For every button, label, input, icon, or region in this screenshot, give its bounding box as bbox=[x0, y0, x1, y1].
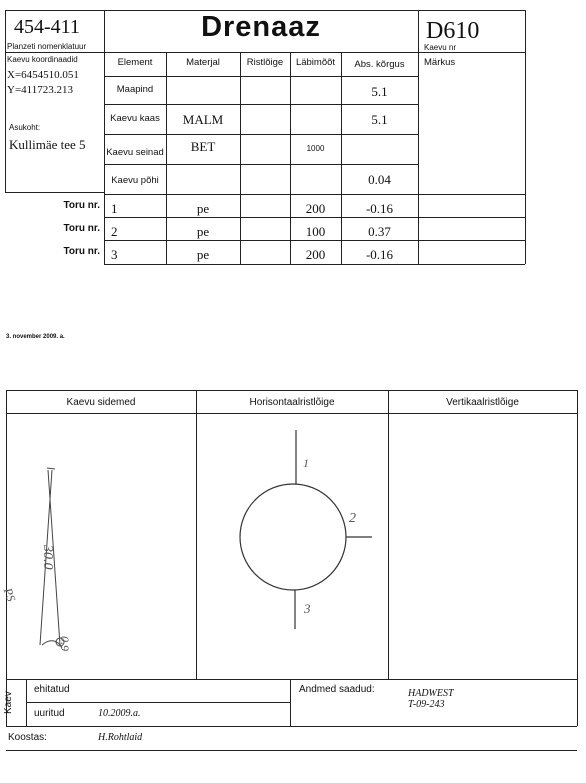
well-id-caption: Kaevu nr bbox=[424, 43, 457, 52]
pipe-nr-2: 3 bbox=[111, 247, 118, 262]
pipe-nr-1: 2 bbox=[111, 224, 118, 239]
built-label: ehitatud bbox=[34, 684, 70, 695]
row-material-1: MALM bbox=[182, 112, 224, 127]
pipe-diameter-1: 100 bbox=[305, 224, 326, 239]
distance-label-2: 0.9 bbox=[58, 636, 72, 651]
well-circle bbox=[240, 484, 346, 590]
pipe-2-label: 2 bbox=[349, 511, 356, 526]
row-height-0: 5.1 bbox=[371, 84, 388, 99]
sheet-number: 454-411 bbox=[14, 16, 80, 38]
pipe-material-0: pe bbox=[196, 201, 210, 216]
row-element-3: Kaevu põhi bbox=[111, 175, 159, 186]
footer-divider-mid bbox=[290, 679, 291, 726]
pipe-height-0: -0.16 bbox=[365, 201, 394, 216]
footer-divider-left bbox=[26, 679, 27, 726]
pipe-3-label: 3 bbox=[304, 601, 311, 616]
pipe-diameter-0: 200 bbox=[305, 201, 326, 216]
row-height-1: 5.1 bbox=[371, 112, 388, 127]
pipe-height-1: 0.37 bbox=[368, 224, 391, 239]
pipe-material-1: pe bbox=[196, 224, 210, 239]
row-element-0: Maapind bbox=[116, 84, 154, 95]
footer-mid-line bbox=[26, 702, 290, 703]
compiled-value: H.Rohtlaid bbox=[98, 732, 143, 743]
well-id: D610 bbox=[426, 18, 480, 44]
col-header-height: Abs. kõrgus bbox=[354, 59, 405, 70]
pipe-1-label: 1 bbox=[303, 456, 309, 470]
sketch-header-vertical: Vertikaalristlõige bbox=[446, 397, 519, 408]
location-label: Asukoht: bbox=[9, 123, 41, 132]
surveyed-value: 10.2009.a. bbox=[98, 708, 141, 719]
pipe-label-0: Toru nr. bbox=[63, 200, 100, 211]
surveyed-label: uuritud bbox=[34, 708, 65, 719]
pipe-material-2: pe bbox=[196, 247, 210, 262]
col-header-remarks: Märkus bbox=[424, 57, 456, 68]
side-label: PS bbox=[0, 586, 19, 604]
sketch-header-connections: Kaevu sidemed bbox=[66, 397, 136, 408]
data-from-label: Andmed saadud: bbox=[299, 684, 375, 695]
row-material-2: BET bbox=[190, 139, 216, 154]
compiled-label: Koostas: bbox=[8, 732, 47, 743]
pipe-nr-0: 1 bbox=[111, 201, 118, 216]
footer-top-line bbox=[6, 679, 577, 680]
pipe-label-2: Toru nr. bbox=[63, 246, 100, 257]
pipe-diameter-2: 200 bbox=[305, 247, 326, 262]
footer-side-label: Kaev bbox=[3, 691, 14, 714]
data-from-value-2: T-09-243 bbox=[408, 699, 445, 710]
col-header-diameter: Läbimõõt bbox=[295, 57, 336, 68]
data-from-value-1: HADWEST bbox=[408, 688, 454, 699]
footer-bottom-line bbox=[6, 726, 577, 727]
pipe-label-1: Toru nr. bbox=[63, 223, 100, 234]
col-header-element: Element bbox=[117, 57, 153, 68]
coordinate-y: Y=411723.213 bbox=[7, 84, 73, 96]
coordinate-x: X=6454510.051 bbox=[7, 69, 79, 81]
col-header-section: Ristlõige bbox=[246, 57, 284, 68]
row-element-2: Kaevu seinad bbox=[106, 147, 164, 158]
row-element-1: Kaevu kaas bbox=[110, 113, 160, 124]
date-note: 3. november 2009. a. bbox=[6, 334, 65, 340]
col-header-material: Materjal bbox=[186, 57, 220, 68]
coordinates-label: Kaevu koordinaadid bbox=[7, 55, 78, 64]
pipe-height-2: -0.16 bbox=[365, 247, 394, 262]
row-height-3: 0.04 bbox=[368, 172, 391, 187]
footer-last-line bbox=[6, 750, 577, 751]
sketch-header-horizontal: Horisontaalristlõige bbox=[249, 397, 335, 408]
sheet-number-caption: Planzeti nomenklatuur bbox=[7, 42, 87, 51]
page-title: Drenaaz bbox=[201, 11, 321, 43]
location-value: Kullimäe tee 5 bbox=[9, 137, 86, 152]
row-diameter-2: 1000 bbox=[306, 144, 325, 153]
distance-label-1: 30.0 bbox=[40, 545, 55, 570]
